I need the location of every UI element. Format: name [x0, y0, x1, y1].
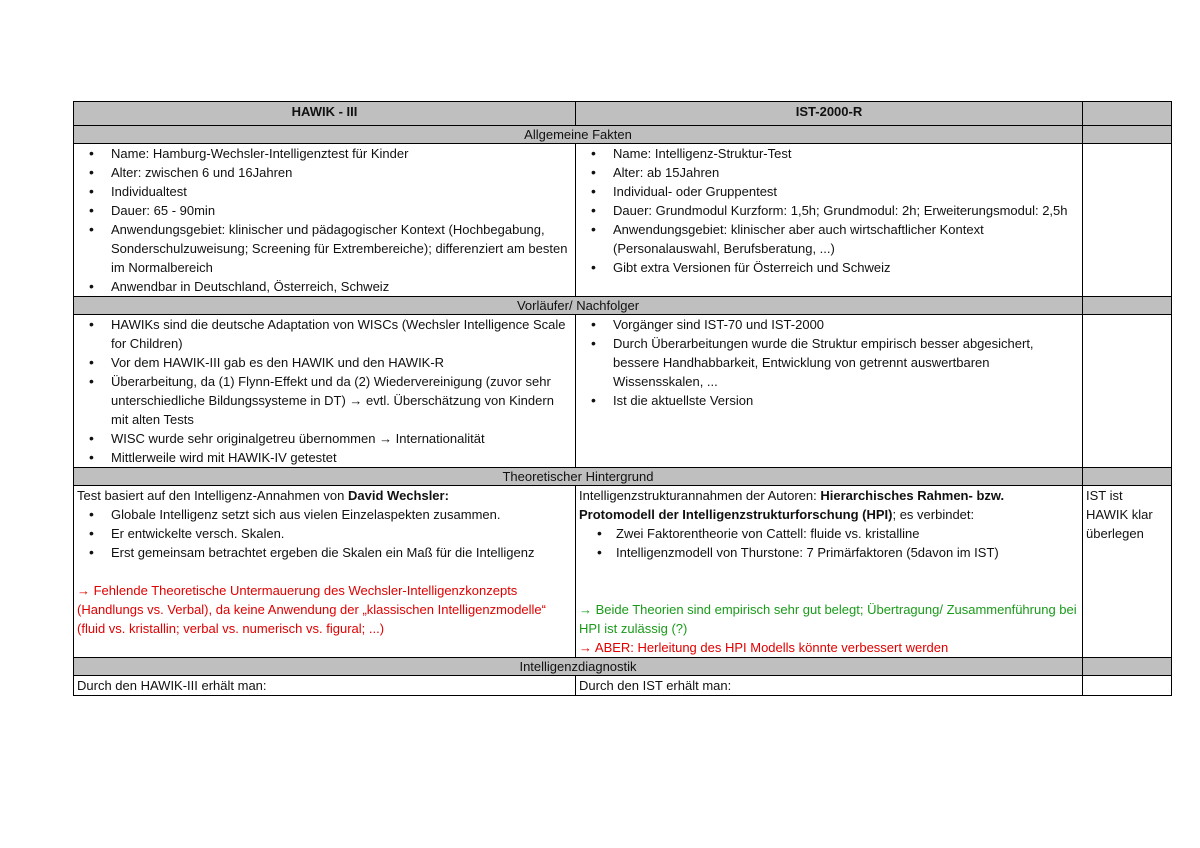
- list-item: • Dauer: Grundmodul Kurzform: 1,5h; Grundmodul: 2h; Erweiterungsmodul: 2,5h: [579, 201, 1079, 220]
- list-item: • HAWIKs sind die deutsche Adaptation von WISCs (Wechsler Intelligence Scale for Children): [77, 315, 572, 353]
- list-item: • Individualtest: [77, 182, 572, 201]
- list-item: • Dauer: 65 - 90min: [77, 201, 572, 220]
- section-row-diagnostics: [74, 658, 1172, 676]
- theory-hawik-intro-text: Test basiert auf den Intelligenz-Annahmen von: [77, 488, 349, 503]
- theory-ist-cell: [576, 486, 1083, 658]
- list-item: • Ist die aktuellste Version: [579, 391, 1079, 410]
- theory-hawik-intro-name: David Wechsler:: [348, 488, 449, 503]
- theory-hawik-list: [77, 505, 572, 562]
- section-blank: [1083, 658, 1172, 676]
- theory-ist-positive: → Beide Theorien sind empirisch sehr gut belegt; Übertragung/ Zusammenführung bei HPI ist zulässig (?): [579, 602, 1077, 636]
- list-item: • WISC wurde sehr originalgetreu übernommen → Internationalität: [77, 429, 572, 448]
- section-title-diagnostics: Intelligenzdiagnostik: [74, 658, 1083, 676]
- facts-ist-cell: [576, 144, 1083, 297]
- section-title-predecessors: Vorläufer/ Nachfolger: [74, 297, 1083, 315]
- theory-hawik-critique: → Fehlende Theoretische Untermauerung des Wechsler-Intelligenzkonzepts (Handlungs vs. Verbal), da keine Anwendung der „klassischen Intelligenzmodelle“ (fluid vs. kristallin; verbal vs. numerisch vs. figural; ...): [77, 583, 546, 636]
- theory-note-cell: [1083, 486, 1172, 658]
- theory-ist-intro-text: Intelligenzstrukturannahmen der Autoren:: [579, 488, 821, 503]
- list-item: • Anwendungsgebiet: klinischer aber auch wirtschaftlicher Kontext (Personalauswahl, Berufsberatung, ...): [579, 220, 1079, 258]
- spacer: [579, 581, 1079, 600]
- list-item: • Alter: zwischen 6 und 16Jahren: [77, 163, 572, 182]
- predecessors-row: [74, 315, 1172, 468]
- header-ist: IST-2000-R: [576, 102, 1083, 126]
- list-item: • Intelligenzmodell von Thurstone: 7 Primärfaktoren (5davon im IST): [579, 543, 1079, 562]
- diagnostics-extra-cell: [1083, 676, 1172, 696]
- header-row: [74, 102, 1172, 126]
- predecessors-hawik-cell: [74, 315, 576, 468]
- theory-ist-intro: [579, 486, 1079, 524]
- diagnostics-ist-cell: Durch den IST erhält man:: [576, 676, 1083, 696]
- list-item: • Anwendungsgebiet: klinischer und pädagogischer Kontext (Hochbegabung, Sonderschulzuweisung; Screening für Extrembereiche); differenziert am besten im Normalbereich: [77, 220, 572, 277]
- diagnostics-hawik-cell: Durch den HAWIK-III erhält man:: [74, 676, 576, 696]
- list-item: • Globale Intelligenz setzt sich aus vielen Einzelaspekten zusammen.: [77, 505, 572, 524]
- diagnostics-row: [74, 676, 1172, 696]
- list-item: • Individual- oder Gruppentest: [579, 182, 1079, 201]
- theory-ist-intro-suffix: ; es verbindet:: [892, 507, 975, 522]
- spacer: [77, 562, 572, 581]
- facts-extra-cell: [1083, 144, 1172, 297]
- list-item: • Name: Intelligenz-Struktur-Test: [579, 144, 1079, 163]
- facts-row: [74, 144, 1172, 297]
- facts-ist-list: [579, 144, 1079, 277]
- predecessors-ist-cell: [576, 315, 1083, 468]
- section-blank: [1083, 126, 1172, 144]
- theory-ist-negative: → ABER: Herleitung des HPI Modells könnte verbessert werden: [579, 640, 949, 655]
- theory-hawik-cell: [74, 486, 576, 658]
- section-title-facts: Allgemeine Fakten: [74, 126, 1083, 144]
- list-item: • Vorgänger sind IST-70 und IST-2000: [579, 315, 1079, 334]
- comparison-table: [73, 101, 1172, 696]
- theory-row: [74, 486, 1172, 658]
- list-item: • Anwendbar in Deutschland, Österreich, Schweiz: [77, 277, 572, 296]
- list-item: • Vor dem HAWIK-III gab es den HAWIK und den HAWIK-R: [77, 353, 572, 372]
- section-row-predecessors: [74, 297, 1172, 315]
- predecessors-ist-list: [579, 315, 1079, 410]
- theory-ist-list: [579, 524, 1079, 562]
- section-title-theory: Theoretischer Hintergrund: [74, 468, 1083, 486]
- spacer: [579, 562, 1079, 581]
- list-item: • Alter: ab 15Jahren: [579, 163, 1079, 182]
- predecessors-hawik-list: [77, 315, 572, 467]
- header-extra: [1083, 102, 1172, 126]
- section-row-facts: [74, 126, 1172, 144]
- list-item: • Zwei Faktorentheorie von Cattell: fluide vs. kristalline: [579, 524, 1079, 543]
- theory-ist-intro-model: Hierarchisches Rahmen- bzw. Protomodell der Intelligenzstrukturforschung (HPI): [579, 488, 1005, 522]
- list-item: • Er entwickelte versch. Skalen.: [77, 524, 572, 543]
- facts-hawik-list: [77, 144, 572, 296]
- list-item: • Gibt extra Versionen für Österreich und Schweiz: [579, 258, 1079, 277]
- section-blank: [1083, 297, 1172, 315]
- theory-note: IST ist HAWIK klar überlegen: [1086, 488, 1153, 541]
- theory-hawik-intro: [77, 486, 572, 505]
- section-row-theory: [74, 468, 1172, 486]
- list-item: • Name: Hamburg-Wechsler-Intelligenztest für Kinder: [77, 144, 572, 163]
- list-item: • Erst gemeinsam betrachtet ergeben die Skalen ein Maß für die Intelligenz: [77, 543, 572, 562]
- facts-hawik-cell: [74, 144, 576, 297]
- section-blank: [1083, 468, 1172, 486]
- list-item: • Überarbeitung, da (1) Flynn-Effekt und da (2) Wiedervereinigung (zuvor sehr unterschiedliche Bildungssysteme in DT) → evtl. Überschätzung von Kindern mit alten Tests: [77, 372, 572, 429]
- list-item: • Durch Überarbeitungen wurde die Struktur empirisch besser abgesichert, bessere Handhabbarkeit, Entwicklung von getrennt auswertbaren Wissensskalen, ...: [579, 334, 1079, 391]
- list-item: • Mittlerweile wird mit HAWIK-IV getestet: [77, 448, 572, 467]
- header-hawik: HAWIK - III: [74, 102, 576, 126]
- predecessors-extra-cell: [1083, 315, 1172, 468]
